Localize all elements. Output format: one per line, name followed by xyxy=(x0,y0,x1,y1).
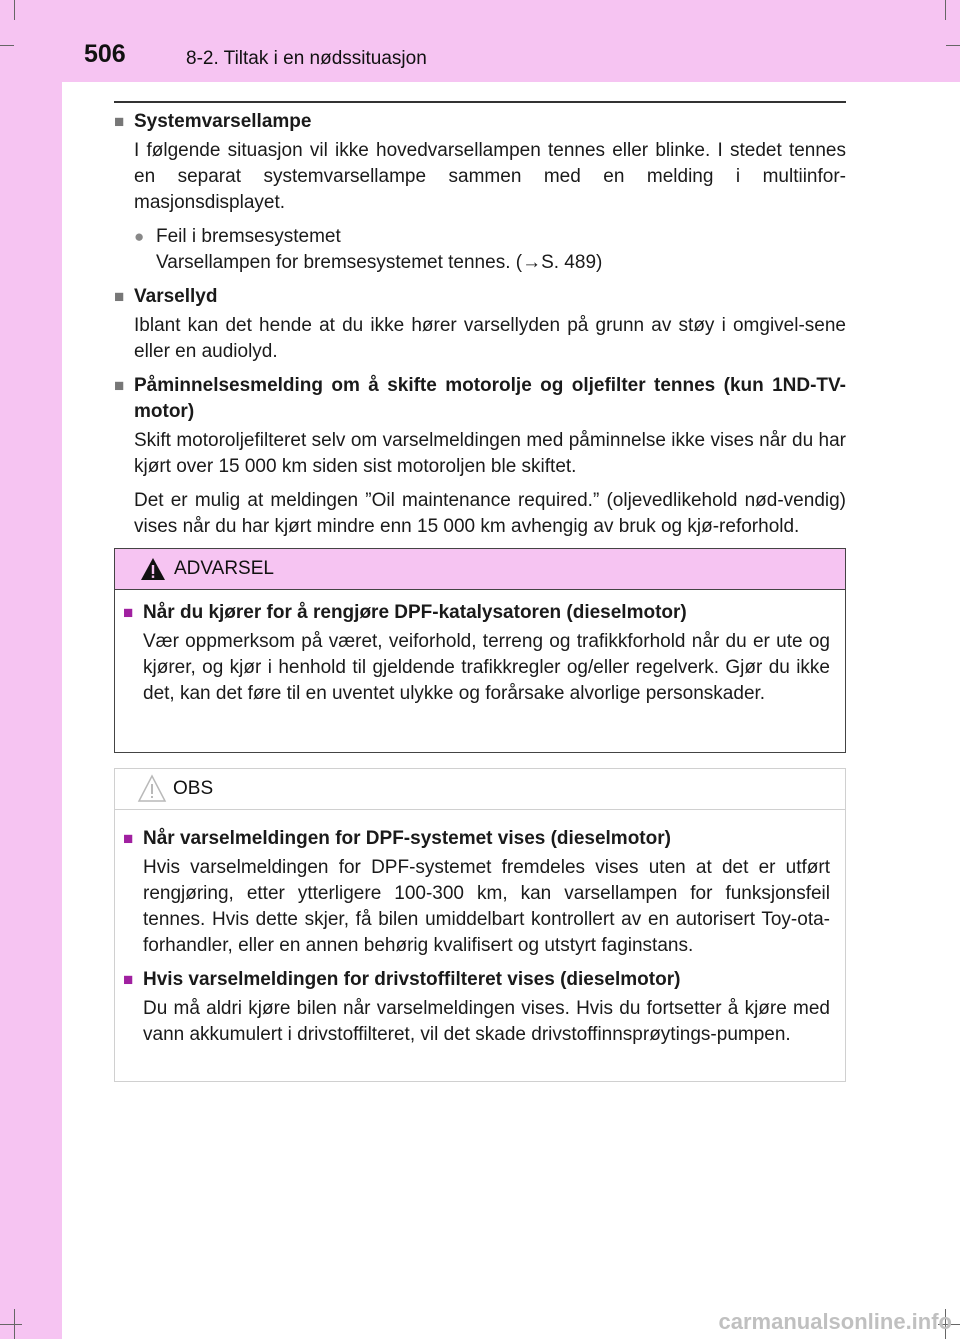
top-rule xyxy=(114,101,846,103)
crop-mark xyxy=(946,45,960,46)
square-bullet-icon: ■ xyxy=(123,970,134,989)
paragraph: Iblant kan det hende at du ikke hører varsellyden på grunn av støy i omgivel-sene eller en audiolyd. xyxy=(134,315,846,362)
crop-mark xyxy=(0,45,14,46)
square-bullet-icon: ■ xyxy=(123,829,134,848)
square-bullet-icon: ■ xyxy=(123,603,134,622)
circle-bullet-icon: ● xyxy=(134,227,145,246)
crop-mark xyxy=(14,0,15,20)
paragraph: Det er mulig at meldingen ”Oil maintenance required.” (oljevedlikehold nød-vendig) vises når du har kjørt mindre enn 15 000 km avhengig av bruk og kjø-reforhold. xyxy=(134,490,846,537)
warning-header xyxy=(115,549,845,590)
square-bullet-icon: ■ xyxy=(114,376,125,395)
section-heading: ■ Systemvarsellampe xyxy=(114,109,846,135)
obs-text: Hvis varselmeldingen for DPF-systemet fremdeles vises uten at det er utført rengjøring, etter ytterligere 100-300 km, kan varsellampen for funksjonsfeil tennes. Hvis dette skjer, få bilen umiddelbart kontrollert av en autorisert Toy-ota-forhandler, eller en annen behørig kvalifisert og utstyrt faginstans. xyxy=(143,857,830,956)
section-title: 8-2. Tiltak i en nødssituasjon xyxy=(186,48,427,69)
obs-body xyxy=(115,810,845,1048)
warning-box xyxy=(114,548,846,753)
section-heading: ■ Varsellyd xyxy=(114,284,846,310)
paragraph: I følgende situasjon vil ikke hovedvarsellampen tennes eller blinke. I stedet tennes en separat systemvarsellampe sammen med en melding i multiinfor-masjonsdisplayet. xyxy=(134,140,846,213)
obs-text: Du må aldri kjøre bilen når varselmeldingen vises. Hvis du fortsetter å kjøre med vann akkumulert i drivstoffilteret, vil det skade drivstoffinnsprøytings-pumpen. xyxy=(143,998,830,1045)
obs-item xyxy=(123,826,830,959)
warning-label: ADVARSEL xyxy=(174,558,274,579)
warning-body xyxy=(115,590,845,707)
square-bullet-icon: ■ xyxy=(114,287,125,306)
bullet-title: Feil i bremsesystemet xyxy=(156,226,341,247)
caution-triangle-icon xyxy=(137,774,167,804)
bullet-item xyxy=(134,224,846,276)
warning-text: Vær oppmerksom på været, veiforhold, terreng og trafikkforhold når du er ute og kjører, og kjør i henhold til gjeldende trafikkregler og/eller regelverk. Gjør du ikke det, kan det føre til en uventet ulykke og forårsake alvorlige personskader. xyxy=(143,631,830,704)
footer-watermark: carmanualsonline.info xyxy=(718,1309,952,1334)
obs-heading: ■ Hvis varselmeldingen for drivstoffilteret vises (dieselmotor) xyxy=(123,967,830,993)
paragraph: Skift motoroljefilteret selv om varselmeldingen med påminnelse ikke vises når du har kjørt over 15 000 km siden sist motoroljen ble skiftet. xyxy=(134,430,846,477)
warning-heading: ■ Når du kjører for å rengjøre DPF-katalysatoren (dieselmotor) xyxy=(123,600,830,626)
section-paminnelsesmelding xyxy=(114,373,846,540)
bullet-text: Varsellampen for bremsesystemet tennes. (→S. 489) xyxy=(156,252,603,273)
page-number: 506 xyxy=(84,40,126,68)
obs-item xyxy=(123,967,830,1048)
left-margin-band xyxy=(0,0,62,1339)
crop-mark xyxy=(14,1309,15,1339)
square-bullet-icon: ■ xyxy=(114,112,125,131)
obs-label: OBS xyxy=(173,778,214,799)
section-heading: ■ Påminnelsesmelding om å skifte motorolje og oljefilter tennes (kun 1ND-TV-motor) xyxy=(114,373,846,425)
warning-triangle-icon xyxy=(140,557,166,581)
obs-heading: ■ Når varselmeldingen for DPF-systemet vises (dieselmotor) xyxy=(123,826,830,852)
crop-mark xyxy=(0,1324,22,1325)
section-systemvarsellampe xyxy=(114,109,846,276)
obs-header xyxy=(115,769,845,810)
section-varsellyd xyxy=(114,284,846,365)
crop-mark xyxy=(945,0,946,20)
obs-box xyxy=(114,768,846,1082)
main-content xyxy=(114,109,846,548)
